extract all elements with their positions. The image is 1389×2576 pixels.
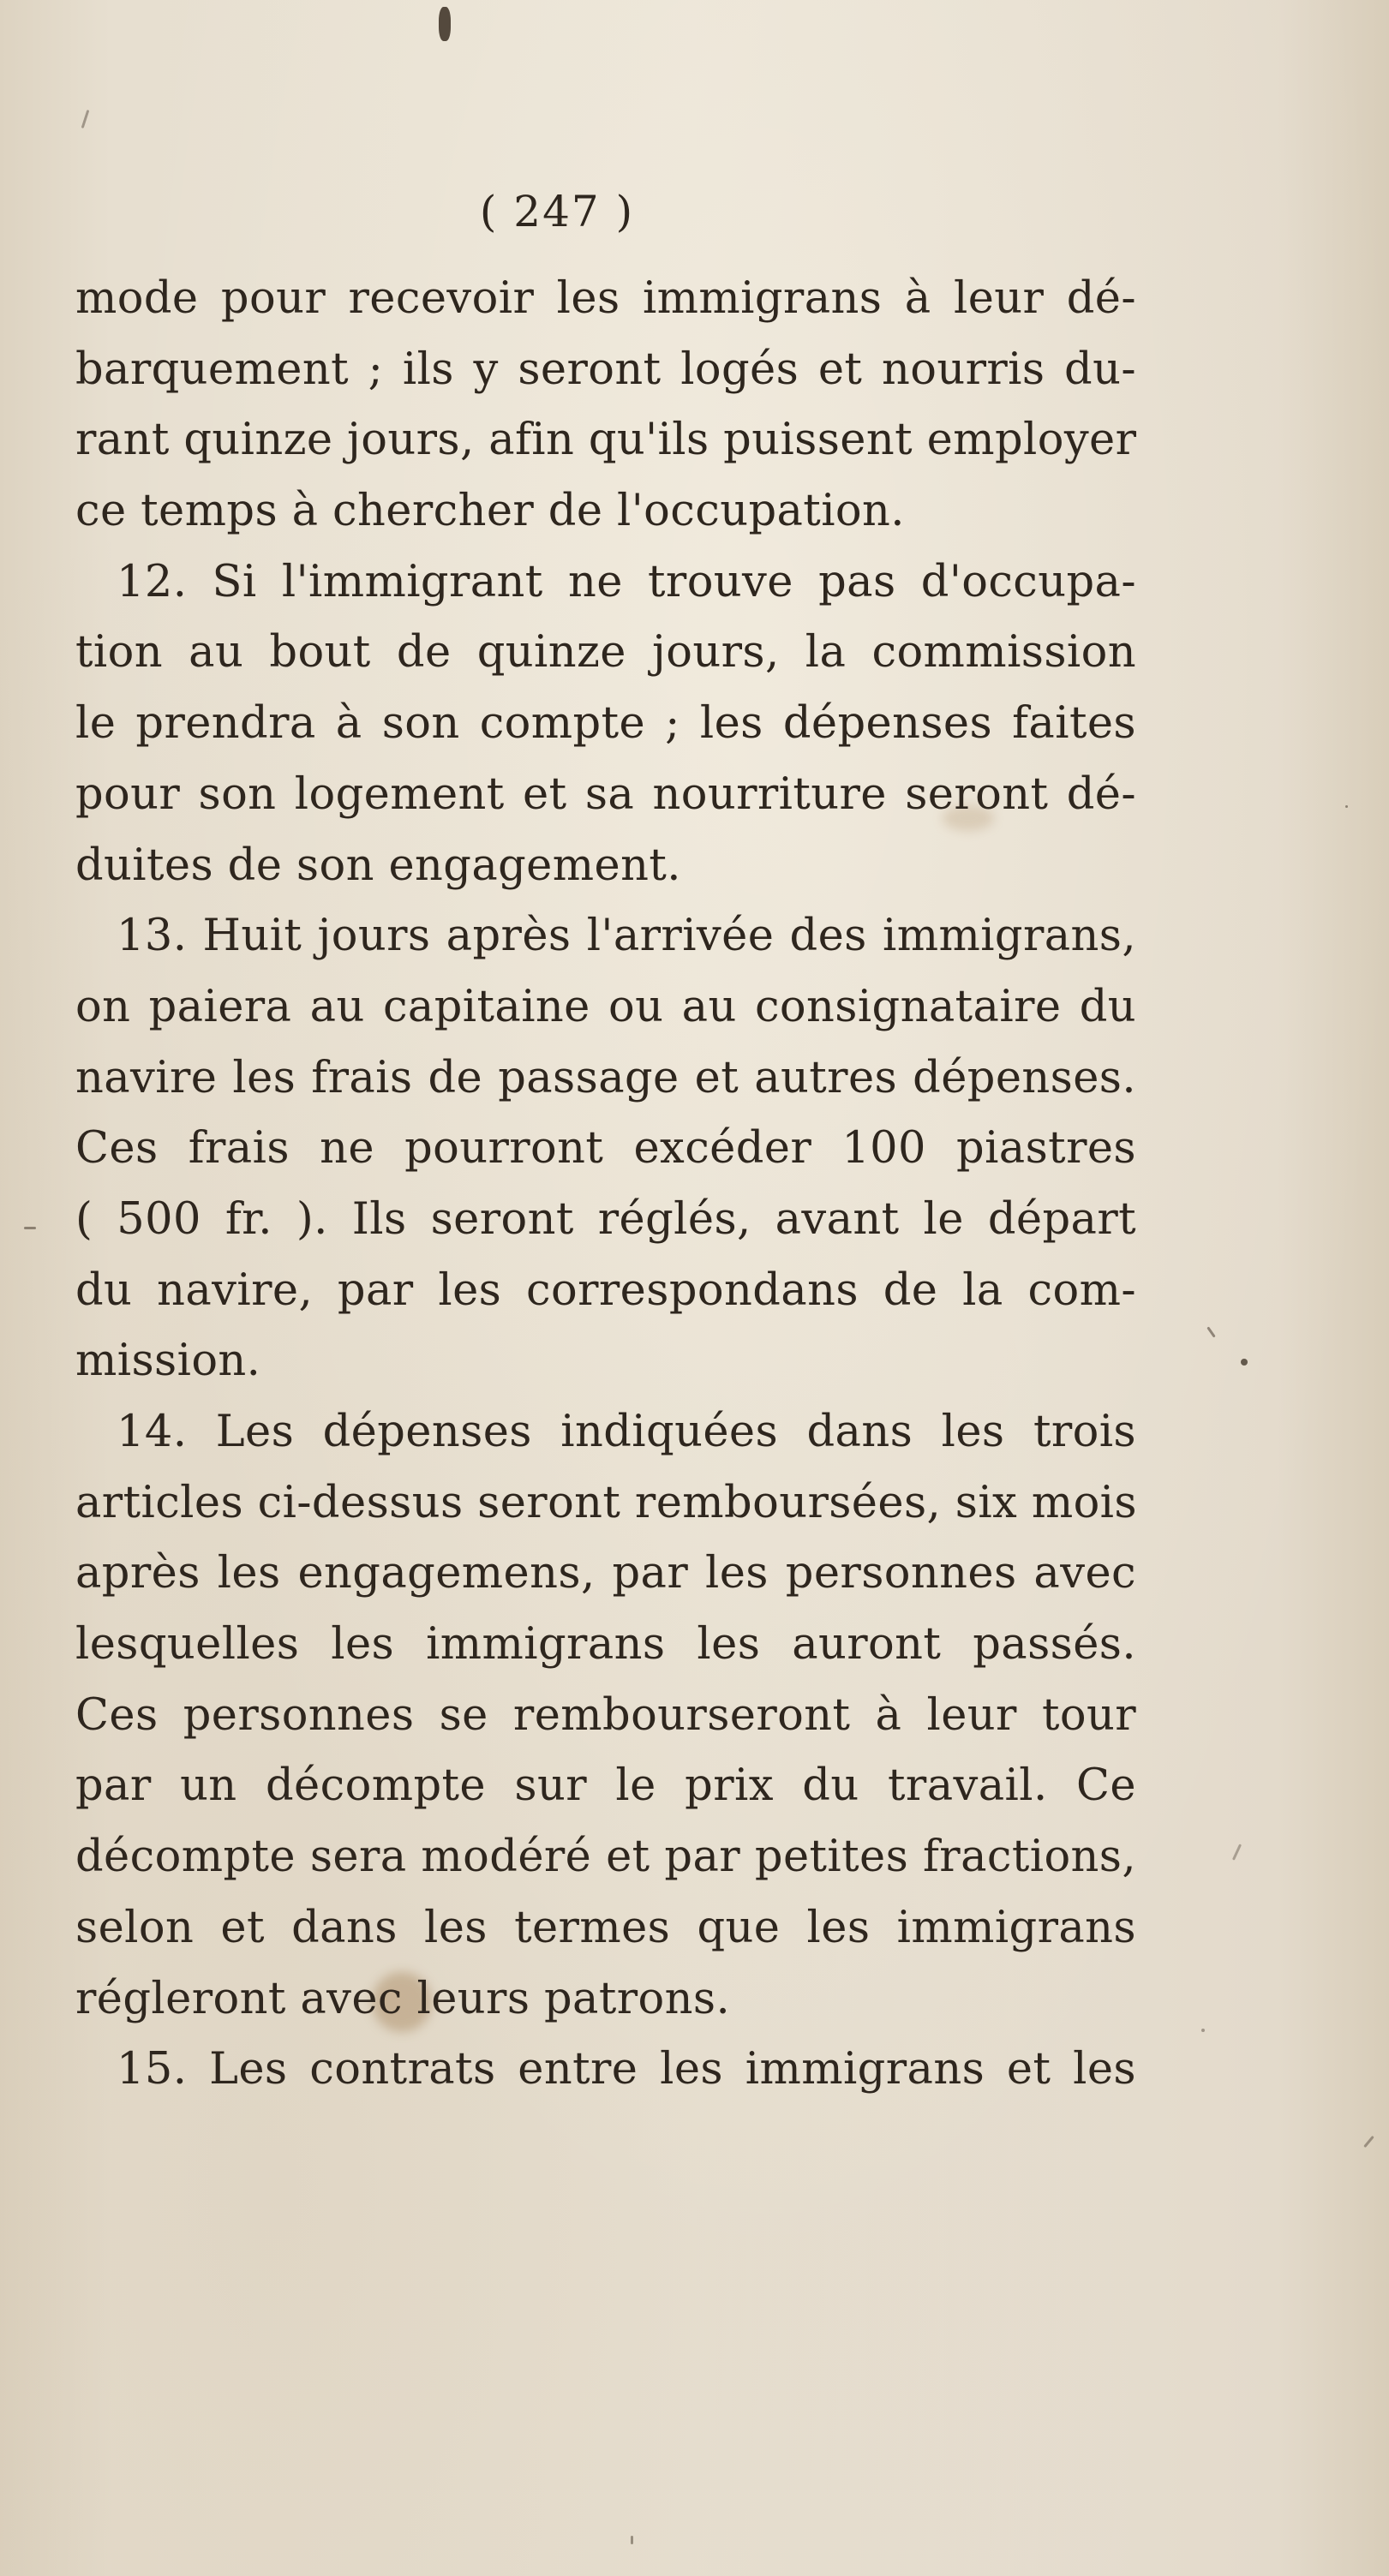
text-line: 14. Les dépenses indiquées dans les trois [117, 1407, 1136, 1457]
text-line: lesquelles les immigrans les auront passés. [75, 1619, 1136, 1671]
ink-speck [439, 7, 451, 41]
text-line: on paiera au capitaine ou au consignataire du [75, 981, 1136, 1032]
ink-speck [1232, 1844, 1242, 1860]
text-line: par un décompte sur le prix du travail. Ce [75, 1760, 1136, 1812]
text-line: régleront avec leurs patrons. [75, 1973, 731, 2024]
ink-speck [631, 2536, 633, 2544]
ink-speck [24, 1227, 36, 1229]
text-line: selon et dans les termes que les immigrans [75, 1902, 1136, 1953]
text-line: le prendra à son compte ; les dépenses faites [75, 698, 1136, 750]
text-line: navire les frais de passage et autres dépenses. [75, 1052, 1136, 1103]
body-text [75, 264, 1136, 2106]
text-line: du navire, par les correspondans de la com- [75, 1264, 1136, 1316]
text-line: barquement ; ils y seront logés et nourris du- [75, 344, 1136, 395]
text-line: mode pour recevoir les immigrans à leur dé- [75, 273, 1136, 324]
ink-speck [1201, 2029, 1205, 2032]
page-number: ( 247 ) [479, 187, 635, 236]
text-line: articles ci-dessus seront remboursées, six mois [75, 1477, 1137, 1528]
text-line: 13. Huit jours après l'arrivée des immigrans, [117, 911, 1136, 962]
ink-speck [1363, 2136, 1374, 2148]
text-line: décompte sera modéré et par petites fractions, [75, 1832, 1136, 1883]
text-line: tion au bout de quinze jours, la commission [75, 627, 1136, 678]
ink-speck [1345, 805, 1348, 808]
text-line: Ces frais ne pourront excéder 100 piastres [75, 1123, 1136, 1174]
text-line: mission. [75, 1336, 261, 1387]
ink-speck [1241, 1359, 1248, 1366]
text-line: duites de son engagement. [75, 840, 681, 891]
text-line: 15. Les contrats entre les immigrans et les [117, 2044, 1136, 2095]
text-line: Ces personnes se rembourseront à leur tour [75, 1689, 1136, 1741]
text-line: 12. Si l'immigrant ne trouve pas d'occupa- [117, 556, 1136, 607]
text-line: rant quinze jours, afin qu'ils puissent employer [75, 415, 1137, 466]
text-line: ( 500 fr. ). Ils seront réglés, avant le départ [75, 1193, 1136, 1245]
ink-speck [1206, 1326, 1215, 1337]
ink-speck [81, 110, 90, 129]
text-line: après les engagemens, par les personnes avec [75, 1548, 1136, 1599]
text-line: ce temps à chercher de l'occupation. [75, 486, 905, 537]
text-line: pour son logement et sa nourriture seront dé- [75, 768, 1136, 820]
